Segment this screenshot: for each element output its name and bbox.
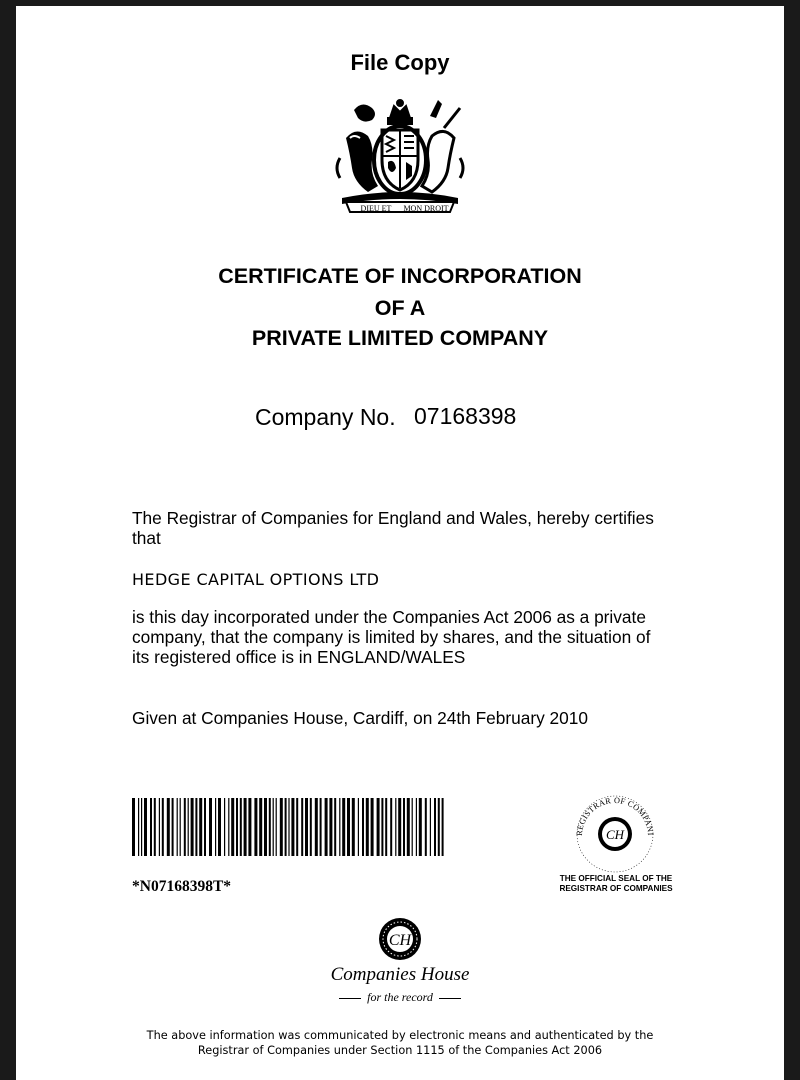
barcode-bar xyxy=(381,798,383,856)
title-line-2: OF A xyxy=(374,296,426,320)
barcode-bar xyxy=(280,798,283,856)
companies-house-logo xyxy=(372,916,428,962)
seal-monogram: CH xyxy=(605,827,625,842)
barcode-bar xyxy=(228,798,229,856)
file-copy-heading: File Copy xyxy=(350,50,450,75)
barcode-bar xyxy=(276,798,277,856)
barcode-bar xyxy=(347,798,350,856)
companies-house-tagline-row xyxy=(16,990,784,1005)
barcode-bar xyxy=(325,798,328,856)
barcode-bar xyxy=(329,798,332,856)
seal-ring-text: REGISTRAR OF COMPANI xyxy=(574,795,656,837)
barcode-bar xyxy=(442,798,444,856)
barcode-text: *N07168398T* xyxy=(132,878,232,895)
barcode-bar xyxy=(184,798,186,856)
companies-house-monogram: CH xyxy=(388,932,412,949)
given-at-text: Given at Companies House, Cardiff, on 24th February 2010 xyxy=(132,708,588,728)
barcode-bar xyxy=(334,798,336,856)
barcode-bar xyxy=(177,798,178,856)
barcode-bar xyxy=(162,798,164,856)
barcode-bar xyxy=(231,798,234,856)
incorporated-text-line-1: is this day incorporated under the Companies Act 2006 as a private xyxy=(132,607,646,627)
barcode-bar xyxy=(159,798,160,856)
barcode-bar xyxy=(315,798,318,856)
barcode-bar xyxy=(301,798,303,856)
certifies-text-line-2: that xyxy=(132,528,161,548)
incorporated-text-line-2: company, that the company is limited by shares, and the situation of xyxy=(132,627,651,647)
companies-house-name: Companies House xyxy=(330,964,470,985)
barcode-bar xyxy=(434,798,436,856)
barcode-bar xyxy=(218,798,221,856)
barcode-bar xyxy=(362,798,364,856)
title-line-3: PRIVATE LIMITED COMPANY xyxy=(251,326,549,350)
barcode-bar xyxy=(339,798,340,856)
company-number-value: 07168398 xyxy=(414,403,517,429)
barcode-bar xyxy=(273,798,274,856)
barcode-bar xyxy=(215,798,216,856)
barcode-bar xyxy=(209,798,212,856)
barcode xyxy=(132,798,448,856)
title-line-1: CERTIFICATE OF INCORPORATION xyxy=(218,264,582,288)
barcode-bar xyxy=(288,798,289,856)
company-name: HEDGE CAPITAL OPTIONS LTD xyxy=(132,570,380,589)
certificate-page xyxy=(16,6,784,1080)
barcode-bar xyxy=(254,798,257,856)
barcode-bar xyxy=(180,798,181,856)
registrar-seal xyxy=(570,792,660,876)
barcode-bar xyxy=(167,798,170,856)
barcode-bar xyxy=(188,798,189,856)
barcode-bar xyxy=(352,798,355,856)
barcode-bar xyxy=(430,798,431,856)
barcode-bar xyxy=(150,798,152,856)
certifies-text-line-1: The Registrar of Companies for England and Wales, hereby certifies xyxy=(132,508,654,528)
barcode-bar xyxy=(416,798,417,856)
barcode-bar xyxy=(172,798,174,856)
barcode-bar xyxy=(144,798,147,856)
barcode-bar xyxy=(395,798,396,856)
barcode-bar xyxy=(305,798,308,856)
barcode-bar xyxy=(296,798,298,856)
incorporated-text-line-3: its registered office is in ENGLAND/WALES xyxy=(132,647,466,667)
barcode-bar xyxy=(377,798,380,856)
motto-right-text: MON DROIT xyxy=(403,204,449,213)
barcode-bar xyxy=(342,798,345,856)
barcode-bar xyxy=(412,798,413,856)
barcode-bar xyxy=(224,798,225,856)
royal-coat-of-arms xyxy=(332,98,468,216)
barcode-bar xyxy=(259,798,262,856)
barcode-bar xyxy=(358,798,359,856)
barcode-bar xyxy=(236,798,238,856)
footer-line-2: Registrar of Companies under Section 1115 of the Companies Act 2006 xyxy=(197,1044,603,1057)
barcode-bar xyxy=(195,798,197,856)
barcode-bar xyxy=(244,798,247,856)
barcode-bar xyxy=(398,798,401,856)
barcode-bar xyxy=(403,798,405,856)
seal-caption xyxy=(546,874,686,893)
barcode-bar xyxy=(240,798,242,856)
barcode-bar xyxy=(390,798,392,856)
companies-house-tagline: for the record xyxy=(367,990,433,1004)
barcode-bar xyxy=(138,798,139,856)
footer-note xyxy=(16,1028,784,1058)
tagline-dash-right xyxy=(439,998,461,999)
motto-left-text: DIEU ET xyxy=(360,204,392,213)
company-number-label: Company No. xyxy=(255,404,396,430)
barcode-bar xyxy=(248,798,251,856)
footer-line-1: The above information was communicated by electronic means and authenticated by the xyxy=(146,1029,654,1042)
barcode-bar xyxy=(320,798,322,856)
barcode-bar xyxy=(366,798,369,856)
barcode-bar xyxy=(154,798,156,856)
barcode-bar xyxy=(269,798,271,856)
seal-caption-line-1: THE OFFICIAL SEAL OF THE xyxy=(559,874,673,883)
barcode-bar xyxy=(438,798,440,856)
barcode-bar xyxy=(425,798,427,856)
barcode-bar xyxy=(132,798,135,856)
barcode-bar xyxy=(385,798,387,856)
barcode-bar xyxy=(407,798,410,856)
barcode-bar xyxy=(204,798,206,856)
barcode-bar xyxy=(264,798,267,856)
barcode-bar xyxy=(191,798,194,856)
barcode-bar xyxy=(285,798,287,856)
barcode-bar xyxy=(371,798,374,856)
tagline-dash-left xyxy=(339,998,361,999)
barcode-bar xyxy=(310,798,312,856)
seal-caption-line-2: REGISTRAR OF COMPANIES xyxy=(559,883,673,893)
barcode-bar xyxy=(141,798,142,856)
barcode-bar xyxy=(291,798,294,856)
barcode-bar xyxy=(199,798,202,856)
barcode-bar xyxy=(419,798,422,856)
